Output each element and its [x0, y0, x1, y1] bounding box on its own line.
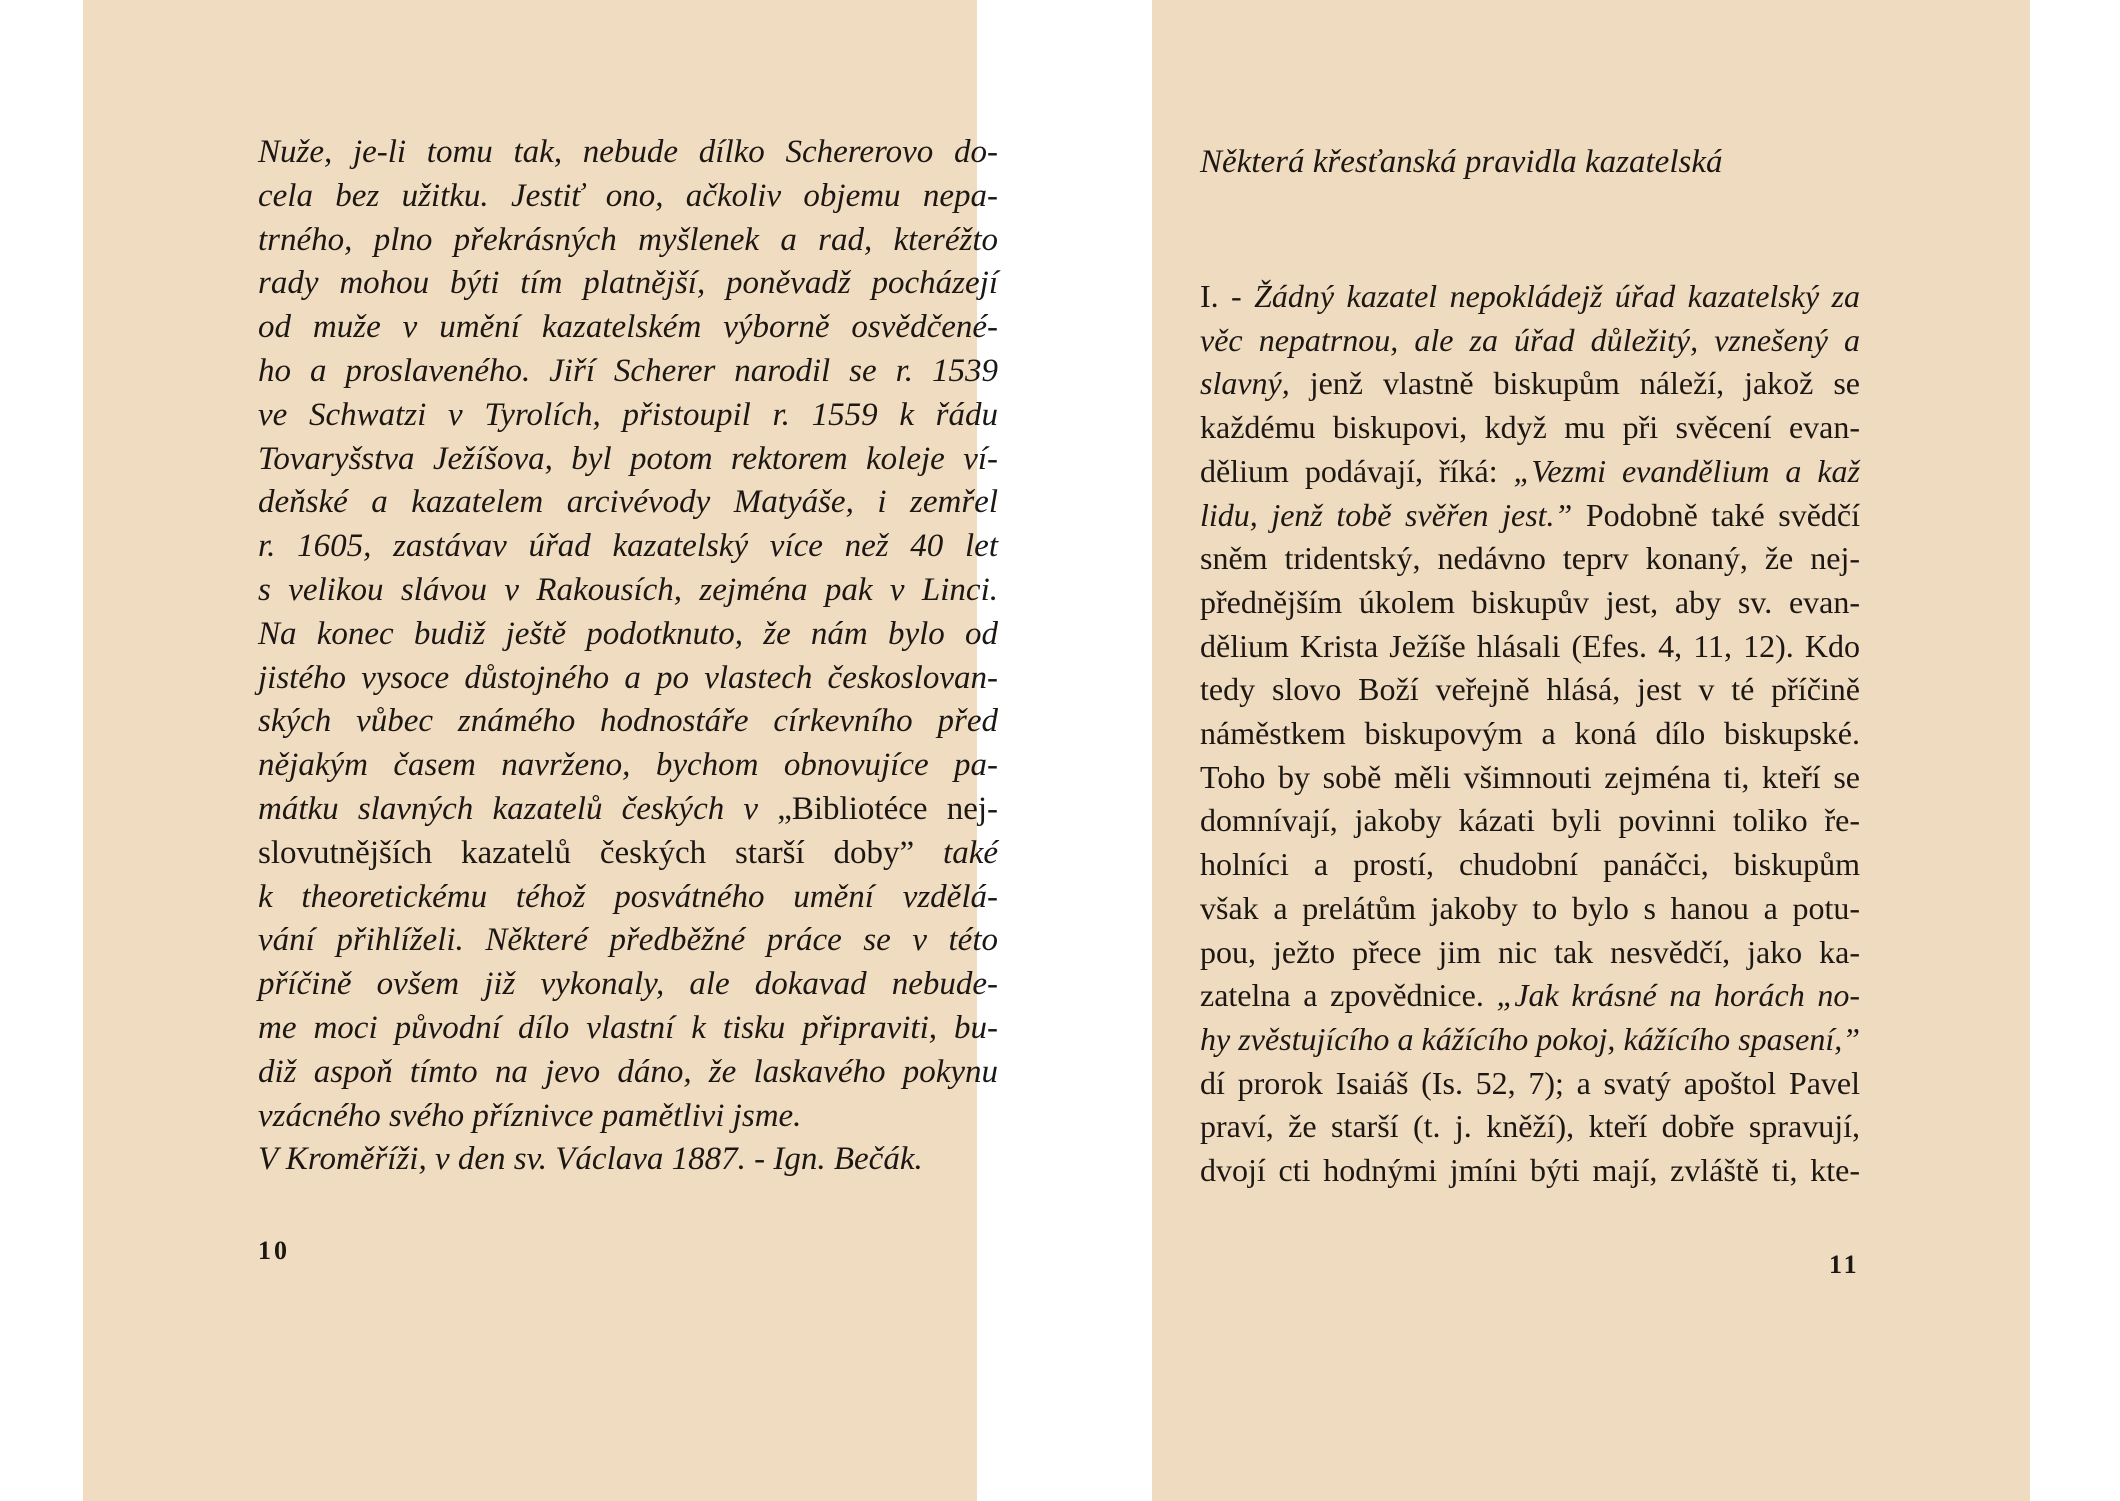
text-line: hy zvěstujícího a kážícího pokoj, kážícího spasení,”	[1200, 1020, 1860, 1057]
page-number: 11	[1829, 1250, 1860, 1279]
text-line: tedy slovo Boží veřejně hlásá, jest v té příčině	[1200, 671, 1860, 708]
text-span: lidu, jenž tobě svěřen jest.”	[1200, 496, 1573, 533]
text-line: ských vůbec známého hodnostáře církevního před	[258, 703, 998, 740]
text-line	[1200, 362, 1860, 406]
text-line: jistého vysoce důstojného a po vlastech českoslovan-	[258, 659, 998, 696]
text-line: sněm tridentský, nedávno teprv konaný, že nej-	[1200, 540, 1860, 577]
text-line: dělium Krista Ježíše hlásali (Efes. 4, 11, 12). Kdo	[1200, 627, 1860, 664]
text-line: ho a proslaveného. Jiří Scherer narodil se r. 1539	[258, 352, 998, 389]
text-line: vání přihlíželi. Některé předběžné práce se v této	[258, 922, 998, 959]
text-line: holníci a prostí, chudobní panáčci, biskupům	[1200, 846, 1860, 883]
text-line: cela bez užitku. Jestiť ono, ačkoliv objemu nepa-	[258, 177, 998, 214]
text-line: domnívají, jakoby kázati byli povinni toliko ře-	[1200, 802, 1860, 839]
text-line: každému biskupovi, když mu při svěcení evan-	[1200, 409, 1860, 446]
text-line: přednějším úkolem biskupův jest, aby sv. evan-	[1200, 583, 1860, 620]
text-line	[1200, 450, 1860, 494]
text-line	[258, 832, 998, 876]
left-page	[83, 0, 998, 1501]
right-page	[1152, 0, 2030, 1501]
text-line: Nuže, je-li tomu tak, nebude dílko Schererovo do-	[258, 134, 998, 170]
text-span: slovutnějších kazatelů českých starší doby”	[258, 834, 915, 871]
text-span: dělium podávají, říká:	[1200, 452, 1514, 489]
text-line: dí prorok Isaiáš (Is. 52, 7); a svatý apoštol Pavel	[1200, 1064, 1860, 1101]
text-line: Tovaryšstva Ježíšova, byl potom rektorem koleje ví-	[258, 440, 998, 477]
text-line: deňské a kazatelem arcivévody Matyáše, i zemřel	[258, 484, 998, 521]
signature-line: V Kroměříži, v den sv. Václava 1887. - Ign. Bečák.	[258, 1141, 923, 1178]
text-line	[258, 788, 998, 832]
text-line: praví, že starší (t. j. kněží), kteří dobře spravují,	[1200, 1108, 1860, 1145]
right-page-text	[1200, 275, 1860, 1193]
text-span: také	[914, 834, 998, 871]
text-line: r. 1605, zastávav úřad kazatelský více než 40 let	[258, 528, 998, 565]
text-span: slavný,	[1200, 365, 1290, 402]
text-line: nějakým časem navrženo, bychom obnovujíce pa-	[258, 747, 998, 784]
text-span: „Bibliotéce nej-	[777, 790, 998, 827]
text-line: trného, plno překrásných myšlenek a rad, kteréžto	[258, 221, 998, 258]
text-line	[1200, 974, 1860, 1018]
text-line: Na konec budiž ještě podotknuto, že nám bylo od	[258, 615, 998, 652]
text-line: od muže v umění kazatelském výborně osvědčené-	[258, 309, 998, 346]
text-line: k theoretickému téhož posvátného umění vzdělá-	[258, 878, 998, 915]
text-span: „Jak krásné na horách no-	[1496, 977, 1861, 1014]
text-span: mátku slavných kazatelů českých v	[258, 790, 759, 827]
text-line: diž aspoň tímto na jevo dáno, že laskavého pokynu	[258, 1053, 998, 1090]
text-line: dvojí cti hodnými jmíni býti mají, zvláště ti, kte-	[1200, 1152, 1860, 1189]
text-span: zatelna a zpovědnice.	[1200, 977, 1497, 1014]
text-span: Podobně také svědčí	[1572, 496, 1861, 533]
text-line: s velikou slávou v Rakousích, zejména pak v Linci.	[258, 571, 998, 608]
text-line: Toho by sobě měli všimnouti zejména ti, kteří se	[1200, 758, 1860, 795]
left-page-text	[258, 131, 998, 1182]
text-line: pou, ježto přece jim nic tak nesvědčí, jako ka-	[1200, 933, 1860, 970]
text-line: rady mohou býti tím platnější, poněvadž pocházejí	[258, 265, 998, 302]
text-span: Žádný kazatel nepokládejž úřad kazatelský za	[1254, 278, 1861, 314]
text-line: me moci původní dílo vlastní k tisku připraviti, bu-	[258, 1009, 998, 1046]
section-heading: Některá křesťanská pravidla kazatelská	[1200, 144, 1723, 180]
text-line: vzácného svého příznivce pamětlivi jsme.	[258, 1097, 802, 1134]
text-line: náměstkem biskupovým a koná dílo biskupské.	[1200, 715, 1860, 752]
text-span: I. -	[1200, 278, 1255, 314]
text-line: ve Schwatzi v Tyrolích, přistoupil r. 1559 k řádu	[258, 396, 998, 433]
text-span: „Vezmi evandělium a kaž	[1513, 452, 1861, 489]
text-line: věc nepatrnou, ale za úřad důležitý, vznešený a	[1200, 321, 1860, 358]
text-line: však a prelátům jakoby to bylo s hanou a potu-	[1200, 889, 1860, 926]
text-span: jenž vlastně biskupům náleží, jakož se	[1289, 365, 1860, 402]
text-line	[1200, 494, 1860, 538]
text-line	[1200, 275, 1860, 319]
text-line: příčině ovšem již vykonaly, ale dokavad nebude-	[258, 966, 998, 1003]
page-number: 10	[258, 1236, 290, 1265]
